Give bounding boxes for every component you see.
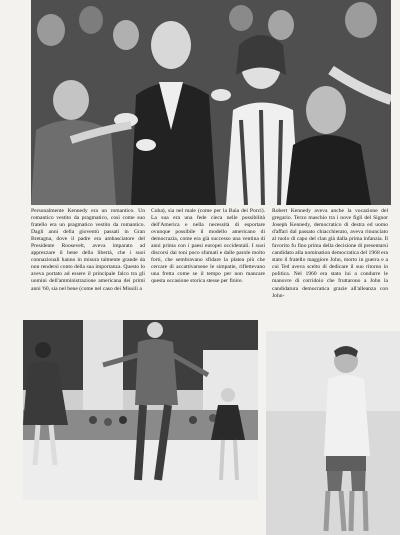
article-column-2 (151, 208, 265, 286)
article-paragraph: Cuba), sia nel male (come per la Baia dei Porci). La sua era una fede cieca nelle possibilità dell'America e nella necessità di esportare ovunque possibile il modello americano di democrazia, come era già successo una ventina di anni prima con i paesi europei occidentali. I suoi discorsi dai toni poco sfumati e dalle parole molto forti, che sembravano sfidare la platea più che cercare di accattivarsene le simpatie, riflettevano una fretta come se il tempo per non mancare questa occasione storica stesse per finire. (151, 208, 265, 285)
ice-skating-photo (23, 320, 258, 500)
article-paragraph: Robert Kennedy aveva anche la vocazione del gregario. Terzo maschio tra i nove figli del Signor Joseph Kennedy, democratico di destra ed uomo d'affari dal passato chiacchierato, aveva rinunciato al ruolo di capo del clan già dalla prima infanzia. Il favorito fu fino prima della decisione di presentarsi candidato alla nomination democratica del 1968 era stato il fratello maggiore John, morto in guerra e a cui Ted aveva scelto di dedicare il suo ritorno in politica. Nel 1960 era stato lui a condurre le manovre di corridoio che fruttarono a John la candidatura democratica grazie all'alleanza con John- (272, 208, 388, 299)
article-column-1 (31, 208, 145, 293)
boy-portrait-photo (266, 331, 400, 535)
article-paragraph: Personalmente Kennedy era un romantico. Un romantico vestito da pragmatico, così come suo fratello era un pragmatico vestito da romantico. Dagli anni della gioventù passati in Gran Bretagna, dove il padre era ambasciatore del Presidente Roosevelt, aveva imparato ad apprezzare il bene della libertà, che i suoi connazionali hanno in misura talmente grande da non rendersi conto della sua importanza. Questo lo aveva portato ad essere il principale falco tra gli uomini dell'amministrazione americana dei primi anni '60, sia nel bene (come nel caso dei Missili a (31, 208, 145, 292)
crowd-photo (31, 0, 391, 205)
article-column-3 (272, 208, 388, 300)
